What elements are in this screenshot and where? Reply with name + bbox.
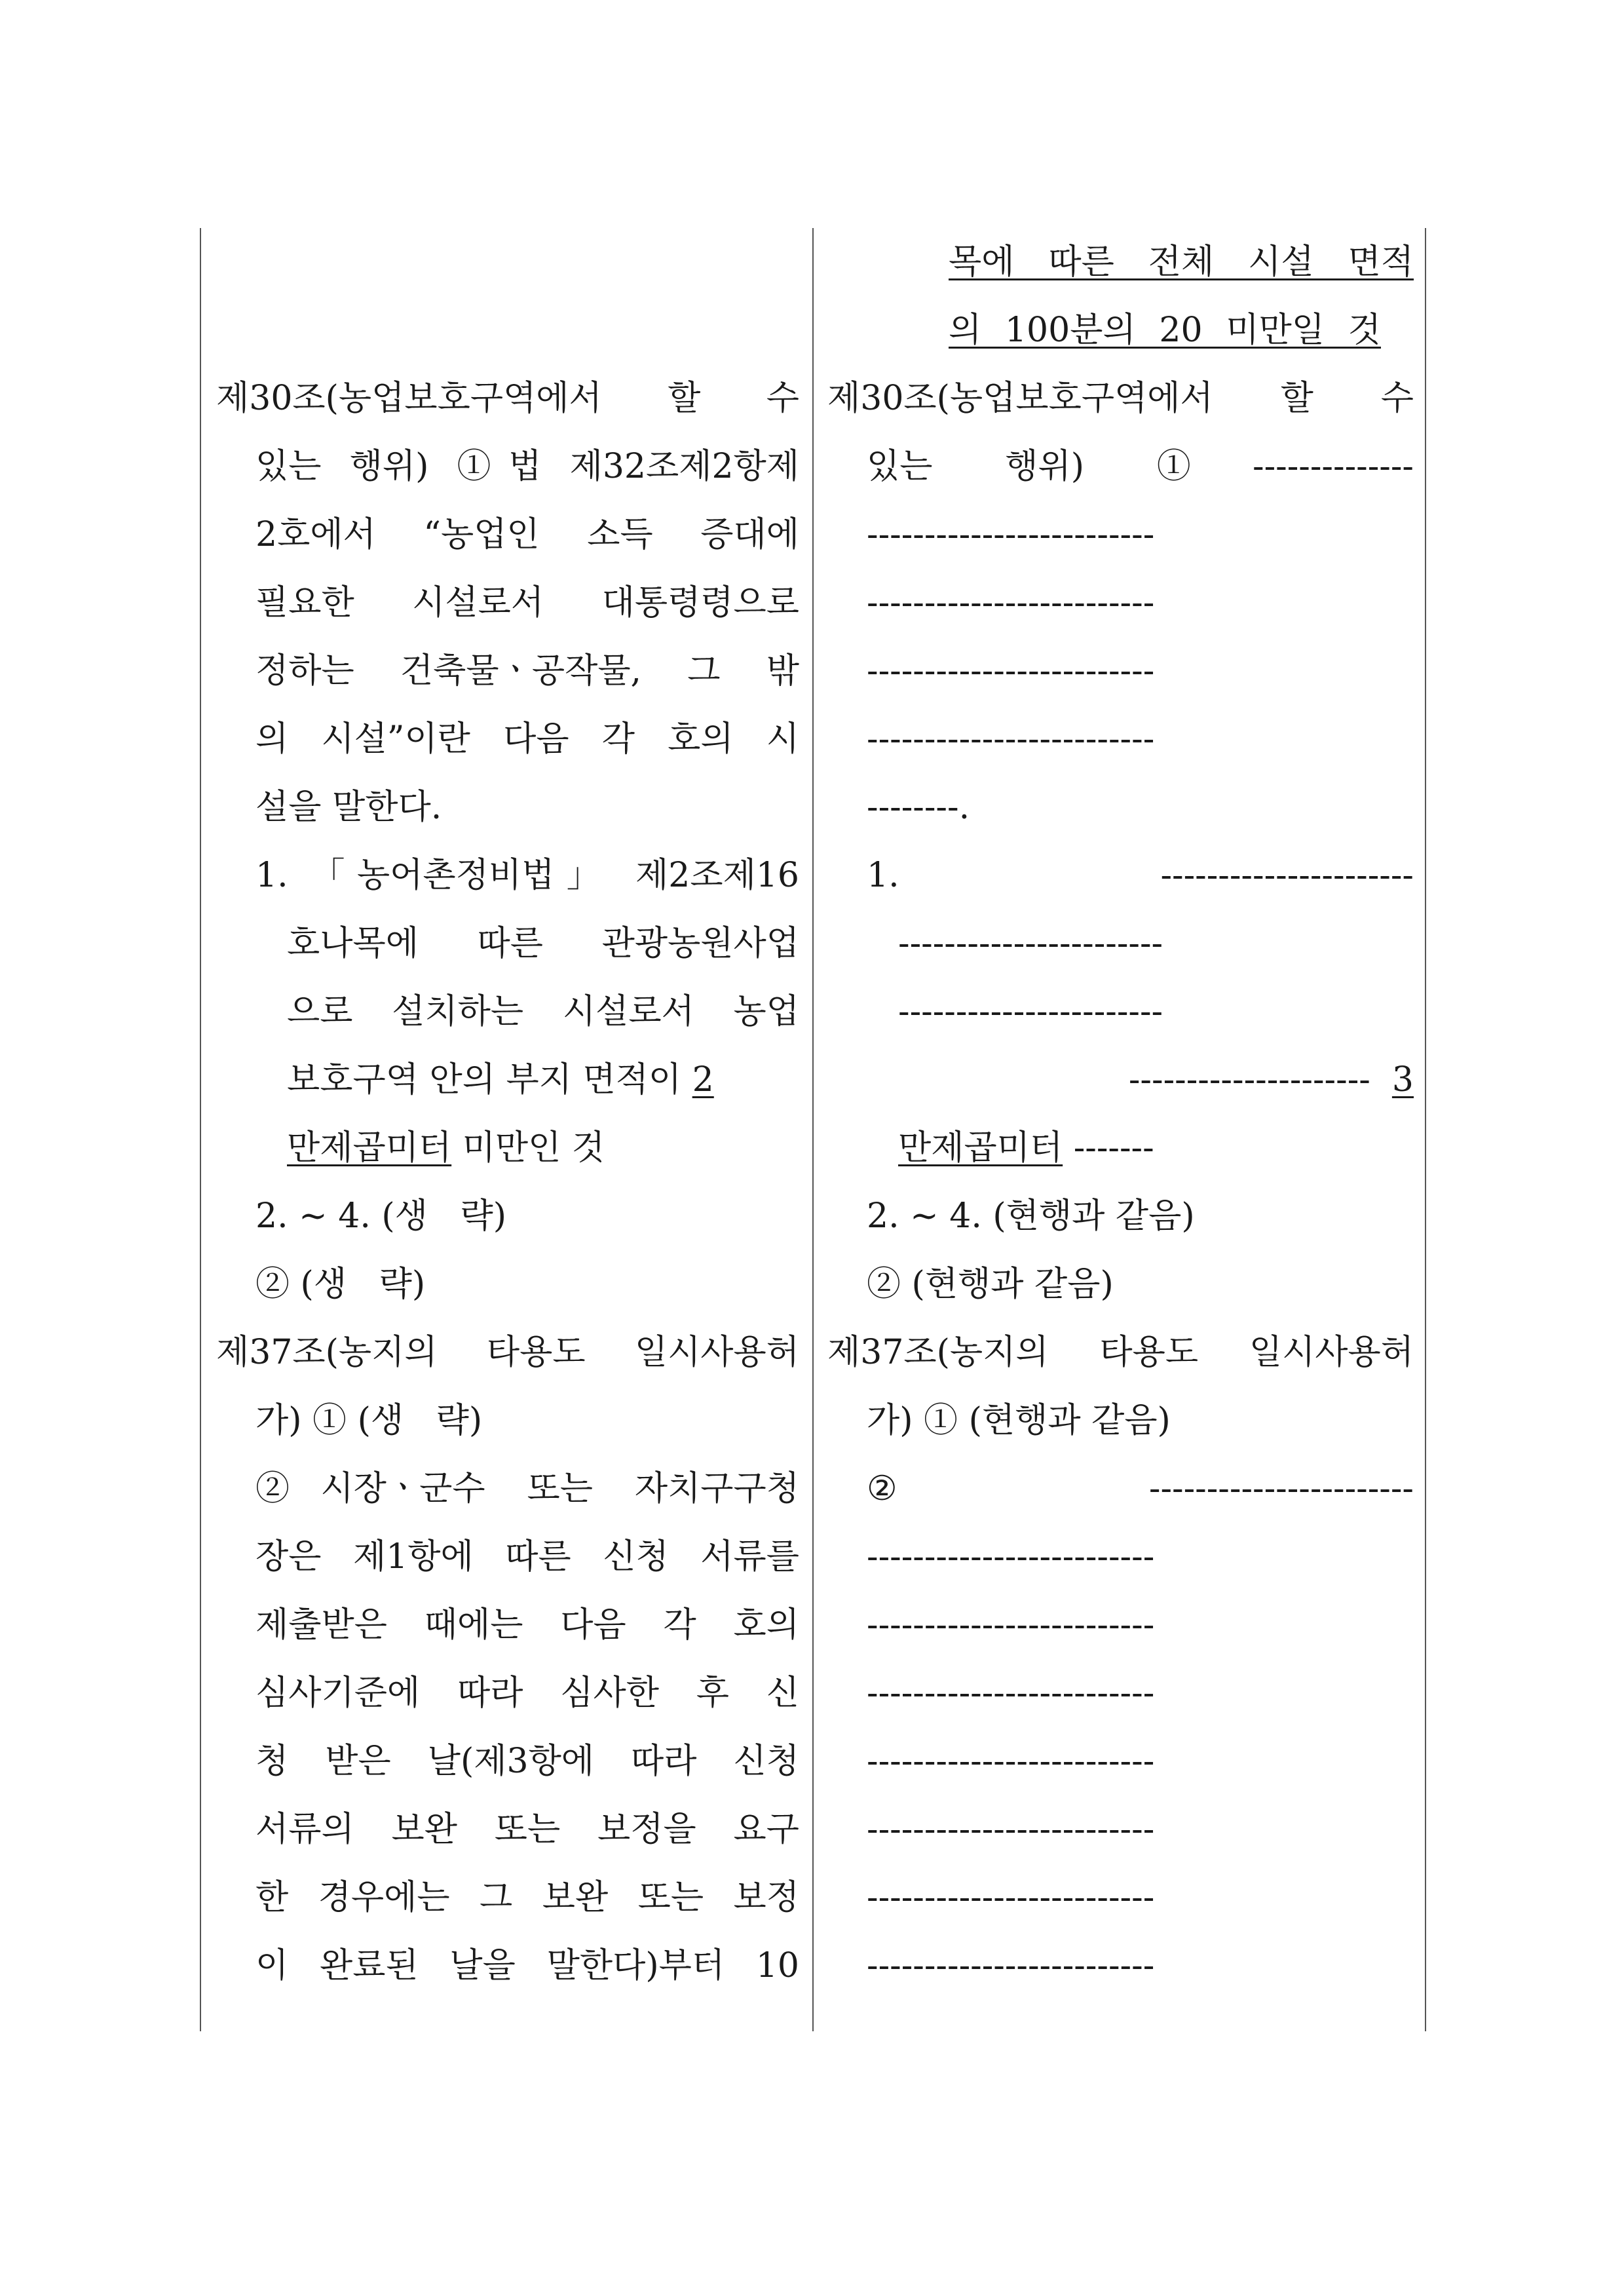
item-1-line: 으로 설치하는 시설로서 농업 [287, 992, 799, 1031]
text-line: 필요한 시설로서 대통령령으로 [255, 583, 799, 622]
text-line: 의 시설”이란 다음 각 호의 시 [255, 719, 799, 759]
paragraph-2-omitted: ② (생 략) [255, 1265, 426, 1304]
text-line: 청 받은 날(제3항에 따라 신청 [255, 1742, 799, 1781]
text-line: 서류의 보완 또는 보정을 요구 [255, 1810, 799, 1849]
dash-line: ----------------------- [898, 992, 1163, 1031]
amended-value: 2 [692, 1060, 714, 1100]
text-line: 장은 제1항에 따른 신청 서류를 [255, 1537, 799, 1577]
amended-value: 만제곱미터 [287, 1128, 452, 1168]
item-1-line: 보호구역 안의 부지 면적이 2 [287, 1060, 714, 1100]
dash-line: ------------------------- [867, 1946, 1155, 1985]
article-30-heading: 제30조(농업보호구역에서 할 수 [827, 379, 1414, 418]
text-line: 정하는 건축물ㆍ공작물, 그 밖 [255, 651, 799, 691]
dash-line: --------. [867, 788, 970, 827]
items-2-4-unchanged: 2. ~ 4. (현행과 같음) [867, 1196, 1195, 1236]
dash-line: ------------------------- [867, 651, 1155, 691]
text-line: 심사기준에 따라 심사한 후 신 [255, 1674, 799, 1713]
text-line: 2호에서 “농업인 소득 증대에 [255, 515, 799, 554]
dash-line: ------------------------- [867, 1605, 1155, 1645]
table-border-left [200, 228, 201, 2031]
amended-value: 3 [1391, 1060, 1414, 1100]
article-30-heading: 제30조(농업보호구역에서 할 수 [216, 379, 799, 418]
text-line: 있는 행위) ①법 제32조제2항제 [255, 447, 799, 486]
item-1-line: 만제곱미터 미만인 것 [287, 1128, 605, 1168]
item-1-line: 1. 「농어촌정비법」 제2조제16 [255, 856, 799, 895]
amended-value: 만제곱미터 [898, 1128, 1063, 1168]
text-line: 제출받은 때에는 다음 각 호의 [255, 1605, 799, 1645]
text-line: 이 완료된 날을 말한다)부터 10 [255, 1946, 799, 1985]
dash-line: ------------------------- [867, 1742, 1155, 1781]
article-37-heading: 제37조(농지의 타용도 일시사용허 [216, 1333, 799, 1372]
continuation-line: 의 100분의 20 미만일 것 [949, 311, 1381, 350]
table-border-right [1425, 228, 1426, 2031]
text-line: ②시장ㆍ군수 또는 자치구구청 [255, 1469, 799, 1508]
text-line: 가) ① (생 략) [255, 1401, 483, 1440]
dash-line: ------------------------- [867, 719, 1155, 759]
paragraph-2-unchanged: ② (현행과 같음) [867, 1265, 1114, 1304]
text-line: ②----------------------- [867, 1469, 1414, 1508]
table-column-divider [812, 228, 814, 2031]
dash-line: ----------------------- [898, 924, 1163, 963]
dash-line: ------------------------- [867, 1674, 1155, 1713]
dash-line: ------------------------- [867, 1537, 1155, 1577]
item-1-line: 만제곱미터 ------- [898, 1128, 1154, 1168]
item-1-line: 호나목에 따른 관광농원사업 [287, 924, 799, 963]
dash-line: ------------------------- [867, 515, 1155, 554]
dash-line: ------------------------- [867, 583, 1155, 622]
text-line: 가) ① (현행과 같음) [867, 1401, 1171, 1440]
continuation-line: 목에 따른 전체 시설 면적 [949, 242, 1414, 282]
text-line: 한 경우에는 그 보완 또는 보정 [255, 1878, 799, 1917]
article-37-heading: 제37조(농지의 타용도 일시사용허 [827, 1333, 1414, 1372]
dash-line: ------------------------- [867, 1810, 1155, 1849]
items-2-4-omitted: 2. ~ 4. (생 략) [255, 1196, 507, 1236]
item-1-line: --------------------- 3 [1128, 1060, 1414, 1100]
item-1-line: 1. ---------------------- [867, 856, 1414, 895]
text-line: 있는 행위) ①-------------- [867, 447, 1414, 486]
dash-line: ------------------------- [867, 1878, 1155, 1917]
text-line: 설을 말한다. [255, 788, 442, 827]
